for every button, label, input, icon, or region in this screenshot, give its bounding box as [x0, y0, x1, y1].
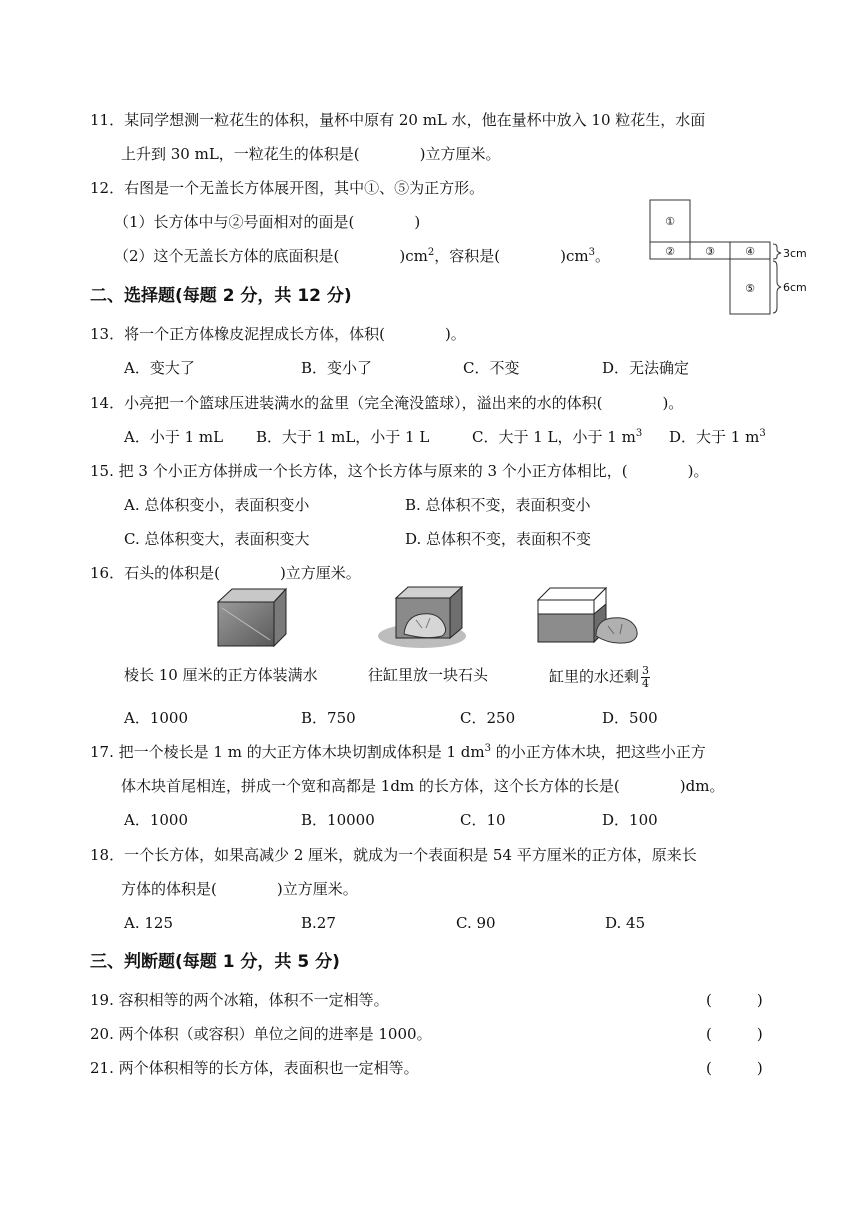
fraction-denominator: 4 — [642, 677, 650, 690]
q21-answer-paren[interactable]: ( ) — [706, 1059, 763, 1077]
net-label-3: ③ — [705, 245, 715, 258]
q17-line2: 体木块首尾相连，拼成一个宽和高都是 1dm 的长方体，这个长方体的长是( )dm。 — [121, 777, 725, 795]
q18-line2: 方体的体积是( )立方厘米。 — [121, 880, 358, 898]
dim-label-6cm: 6cm — [783, 281, 807, 294]
q16-caption-2: 往缸里放一块石头 — [368, 666, 489, 684]
dim-brace-1 — [773, 244, 781, 259]
q16-caption-3 — [549, 665, 650, 690]
stone-in-tank-illustration — [376, 584, 476, 654]
box-net-figure — [648, 199, 808, 315]
q14-option-c — [472, 427, 642, 447]
q13-stem: 13．将一个正方体橡皮泥捏成长方体，体积( )。 — [90, 325, 466, 343]
q15-option-d: D. 总体积不变，表面积不变 — [405, 530, 592, 548]
q11-line2: 上升到 30 mL，一粒花生的体积是( )立方厘米。 — [121, 145, 501, 163]
superscript: 2 — [427, 247, 435, 258]
q16-option-a: A．1000 — [124, 709, 189, 727]
q19-answer-paren[interactable]: ( ) — [706, 991, 763, 1009]
q14-option-d-text: D．大于 1 m — [669, 428, 760, 446]
q16-option-c: C．250 — [460, 709, 516, 727]
net-label-2: ② — [665, 245, 675, 258]
dim-label-3cm: 3cm — [783, 247, 807, 260]
q16-option-d: D．500 — [602, 709, 658, 727]
fraction-three-quarters — [641, 665, 650, 690]
q12-part1: （1）长方体中与②号面相对的面是( ) — [114, 213, 421, 231]
superscript: 3 — [759, 428, 766, 439]
q18-option-a: A. 125 — [124, 914, 173, 932]
q12-part2-text-a: （2）这个无盖长方体的底面积是( )cm — [114, 247, 428, 265]
q17-line1-text-b: 的小正方体木块，把这些小正方 — [490, 743, 706, 761]
q17-line1-text-a: 17. 把一个棱长是 1 m 的大正方体木块切割成体积是 1 dm — [90, 743, 485, 761]
q15-stem: 15. 把 3 个小正方体拼成一个长方体，这个长方体与原来的 3 个小正方体相比，( )。 — [90, 462, 709, 480]
q18-option-b: B.27 — [301, 914, 336, 932]
q13-option-d: D．无法确定 — [602, 359, 690, 377]
fraction-numerator: 3 — [642, 664, 650, 677]
q13-option-a: A．变大了 — [124, 359, 195, 377]
q11-line1: 11．某同学想测一粒花生的体积，量杯中原有 20 mL 水，他在量杯中放入 10 粒花生，水面 — [90, 111, 706, 129]
q21-text: 21. 两个体积相等的长方体，表面积也一定相等。 — [90, 1059, 419, 1077]
q16-caption-3-text: 缸里的水还剩 — [549, 667, 640, 686]
superscript: 3 — [484, 743, 491, 754]
q18-line1: 18．一个长方体，如果高减少 2 厘米，就成为一个表面积是 54 平方厘米的正方体，原来长 — [90, 846, 697, 864]
q16-stem: 16．石头的体积是( )立方厘米。 — [90, 564, 361, 582]
section-3-title: 三、判断题(每题 1 分，共 5 分) — [90, 952, 340, 972]
q14-stem: 14．小亮把一个篮球压进装满水的盆里（完全淹没篮球），溢出来的水的体积( )。 — [90, 394, 684, 412]
q13-option-c: C．不变 — [463, 359, 520, 377]
q17-line1 — [90, 742, 706, 762]
q12-part2 — [114, 246, 610, 266]
q19-text: 19. 容积相等的两个冰箱，体积不一定相等。 — [90, 991, 389, 1009]
q15-option-c: C. 总体积变大，表面积变大 — [124, 530, 310, 548]
q18-option-d: D. 45 — [605, 914, 646, 932]
q14-option-a: A．小于 1 mL — [124, 428, 224, 446]
q16-option-b: B．750 — [301, 709, 356, 727]
q14-option-d — [669, 427, 766, 447]
superscript: 3 — [635, 428, 643, 439]
section-2-title: 二、选择题(每题 2 分，共 12 分) — [90, 286, 352, 306]
q16-caption-1: 棱长 10 厘米的正方体装满水 — [124, 666, 318, 684]
remaining-water-tank-illustration — [534, 584, 642, 650]
q20-text: 20. 两个体积（或容积）单位之间的进率是 1000。 — [90, 1025, 432, 1043]
q17-option-c: C．10 — [460, 811, 506, 829]
net-label-1: ① — [665, 215, 675, 228]
dim-brace-2 — [773, 261, 781, 313]
q14-option-b: B．大于 1 mL，小于 1 L — [256, 428, 430, 446]
q12-part2-text-b: ，容积是( )cm — [434, 247, 589, 265]
q17-option-d: D．100 — [602, 811, 658, 829]
net-label-5: ⑤ — [745, 282, 755, 295]
superscript: 3 — [588, 247, 595, 258]
q12-stem: 12．右图是一个无盖长方体展开图，其中①、⑤为正方形。 — [90, 179, 485, 197]
q15-option-a: A. 总体积变小，表面积变小 — [124, 496, 310, 514]
q12-part2-text-c: 。 — [594, 247, 610, 265]
q17-option-b: B．10000 — [301, 811, 375, 829]
q15-option-b: B. 总体积不变，表面积变小 — [405, 496, 591, 514]
q17-option-a: A．1000 — [124, 811, 189, 829]
q20-answer-paren[interactable]: ( ) — [706, 1025, 763, 1043]
q18-option-c: C. 90 — [456, 914, 496, 932]
net-label-4: ④ — [745, 245, 755, 258]
q13-option-b: B．变小了 — [301, 359, 373, 377]
full-cube-tank-illustration — [214, 586, 290, 648]
q14-option-c-text: C．大于 1 L，小于 1 m — [472, 428, 636, 446]
